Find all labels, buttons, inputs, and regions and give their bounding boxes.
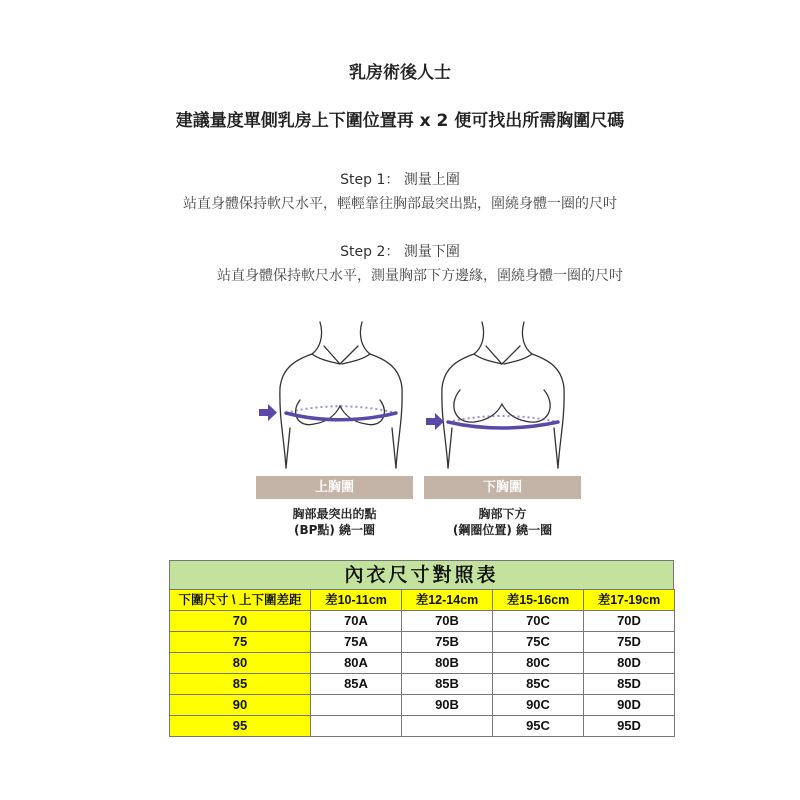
lower-figure-collarbone xyxy=(474,346,532,364)
upper-bust-caption-line-1: 胸部最突出的點 xyxy=(292,507,377,521)
page-subtitle: 建議量度單側乳房上下圍位置再 x 2 便可找出所需胸圍尺碼 xyxy=(175,111,625,131)
lower-arrow-icon xyxy=(426,413,444,430)
size-cell: 90D xyxy=(584,695,675,716)
band-size-cell: 80 xyxy=(170,653,311,674)
table-row xyxy=(170,632,675,653)
band-size-cell: 70 xyxy=(170,611,311,632)
size-cell: 70A xyxy=(311,611,402,632)
lower-bust-caption-line-2: (鋼圈位置) 繞一圈 xyxy=(452,523,553,537)
header-diff-10-11: 差10-11cm xyxy=(311,590,402,611)
size-chart-title: 內衣尺寸對照表 xyxy=(169,560,674,589)
size-cell: 80A xyxy=(311,653,402,674)
band-size-cell: 85 xyxy=(170,674,311,695)
size-cell xyxy=(402,716,493,737)
size-cell: 75B xyxy=(402,632,493,653)
lower-bust-figure xyxy=(442,322,564,468)
band-size-cell: 90 xyxy=(170,695,311,716)
size-cell: 80C xyxy=(493,653,584,674)
size-cell: 75A xyxy=(311,632,402,653)
table-row xyxy=(170,674,675,695)
size-cell: 70C xyxy=(493,611,584,632)
size-cell: 85D xyxy=(584,674,675,695)
table-row xyxy=(170,695,675,716)
lower-bust-label: 下胸圍 xyxy=(424,476,581,499)
size-cell: 70B xyxy=(402,611,493,632)
size-chart-header-row xyxy=(170,590,675,611)
header-diff-15-16: 差15-16cm xyxy=(493,590,584,611)
upper-figure-neck-right xyxy=(360,322,370,354)
size-cell: 85B xyxy=(402,674,493,695)
size-chart xyxy=(169,560,674,737)
page-title: 乳房術後人士 xyxy=(349,63,451,83)
step-2-description: 站直身體保持軟尺水平，測量胸部下方邊緣，圍繞身體一圈的尺吋 xyxy=(217,268,623,284)
size-cell: 95D xyxy=(584,716,675,737)
band-size-cell: 75 xyxy=(170,632,311,653)
size-cell xyxy=(311,716,402,737)
lower-tape-line xyxy=(448,422,558,428)
header-diff-12-14: 差12-14cm xyxy=(402,590,493,611)
step-1-heading: Step 1： 測量上圍 xyxy=(340,172,460,188)
size-cell: 70D xyxy=(584,611,675,632)
upper-tape-line xyxy=(286,413,396,420)
size-chart-table xyxy=(169,589,675,737)
upper-bust-label: 上胸圍 xyxy=(256,476,413,499)
lower-figure-neck-right xyxy=(522,322,532,354)
size-cell: 95C xyxy=(493,716,584,737)
header-diff-17-19: 差17-19cm xyxy=(584,590,675,611)
size-cell: 85C xyxy=(493,674,584,695)
upper-bust-caption-line-2: (BP點) 繞一圈 xyxy=(293,523,376,537)
upper-bust-figure xyxy=(280,322,402,468)
band-size-cell: 95 xyxy=(170,716,311,737)
step-1-description: 站直身體保持軟尺水平，輕輕靠往胸部最突出點，圍繞身體一圈的尺吋 xyxy=(183,196,617,212)
size-cell: 75C xyxy=(493,632,584,653)
table-row xyxy=(170,653,675,674)
upper-figure-neck-left xyxy=(312,322,322,354)
header-band-difference: 下圍尺寸 \ 上下圍差距 xyxy=(170,590,311,611)
size-cell: 75D xyxy=(584,632,675,653)
lower-figure-shoulder-right xyxy=(532,354,564,468)
lower-figure-neck-left xyxy=(474,322,484,354)
lower-figure-arm-lines xyxy=(448,428,558,468)
table-row xyxy=(170,716,675,737)
size-cell: 90C xyxy=(493,695,584,716)
lower-figure-shoulder-left xyxy=(442,354,474,468)
step-2-heading: Step 2： 測量下圍 xyxy=(340,244,460,260)
size-cell: 80B xyxy=(402,653,493,674)
upper-figure-arm-lines xyxy=(286,428,396,468)
size-cell xyxy=(311,695,402,716)
table-row xyxy=(170,611,675,632)
lower-bust-caption-line-1: 胸部下方 xyxy=(478,507,527,521)
size-cell: 90B xyxy=(402,695,493,716)
size-cell: 80D xyxy=(584,653,675,674)
upper-arrow-icon xyxy=(259,404,277,421)
upper-figure-collarbone xyxy=(312,346,370,364)
size-cell: 85A xyxy=(311,674,402,695)
